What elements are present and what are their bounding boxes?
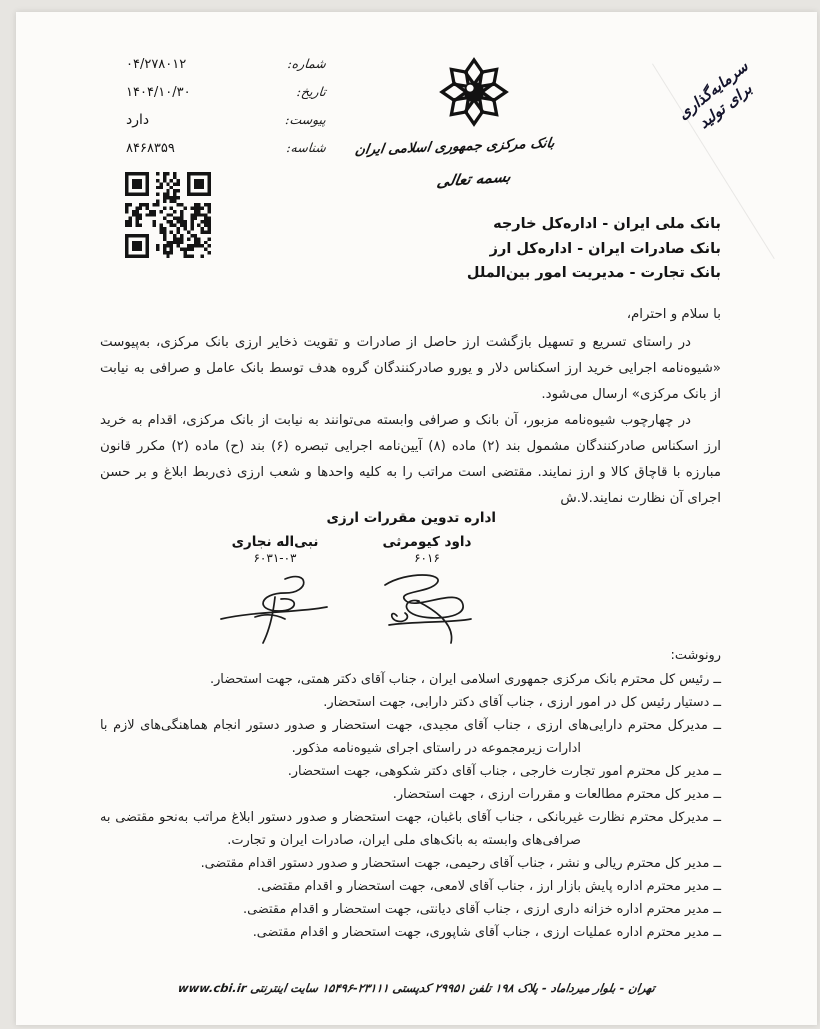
body-paragraph-2: در چهارچوب شیوه‌نامه مزبور، آن بانک و صرافی وابسته می‌توانند به نیابت از بانک مرکزی، اقدام به خرید ارز اسکناس صادرکنندگان مشمول بند (۲) ماده (۸) آیین‌نامه اجرایی تبصره (۶) بند (ح) ماده (۲) مکرر قانون مبارزه با قاچاق کالا و ارز نمایند. مقتضی است مراتب را به کلیه واحدها و شعب ارزی ذی‌ربط ابلاغ و بر حسن اجرای آن نظارت نمایند.لا.ش	[100, 413, 722, 506]
letterhead-meta	[126, 56, 326, 168]
qr-code	[120, 172, 216, 258]
year-slogan-calligraphy: سرمایه‌گذاری برای تولید	[674, 57, 756, 133]
salutation: با سلام و احترام،	[626, 307, 721, 322]
signing-department: اداره تدوین مقررات ارزی	[326, 510, 496, 526]
bank-name-calligraphy: بانک مرکزی جمهوری اسلامی ایران	[353, 135, 556, 159]
meta-value-date: ۱۴۰۴/۱۰/۳۰	[126, 85, 191, 100]
cc-title: رونوشت:	[670, 648, 721, 663]
central-bank-logo-icon	[435, 52, 513, 132]
meta-label-identifier: شناسه:	[285, 140, 327, 155]
meta-row-date	[126, 84, 326, 112]
signature-block	[206, 510, 496, 649]
cc-item: ــ مدیر کل محترم مطالعات و مقررات ارزی ، جهت استحضار.	[392, 787, 721, 802]
recipient-line: بانک صادرات ایران - اداره‌کل ارز	[489, 240, 721, 257]
footer-address: تهران - بلوار میرداماد - پلاک ۱۹۸ تلفن ۲۹۹۵۱ کدپستی ۲۳۱۱۱-۱۵۴۹۶ سایت اینترنتی www.cbi.ir	[177, 981, 656, 995]
cc-item: ــ مدیرکل محترم دارایی‌های ارزی ، جناب آقای مجیدی، جهت استحضار و صدور دستور انجام هماهنگی‌های لازم با ادارات زیرمجموعه در راستای اجرای شیوه‌نامه مذکور.	[100, 718, 721, 756]
meta-row-attachment	[126, 112, 326, 140]
meta-value-attachment: دارد	[126, 112, 150, 128]
recipient-line: بانک تجارت - مدیریت امور بین‌الملل	[466, 265, 721, 281]
cc-item: ــ دستیار رئیس کل در امور ارزی ، جناب آقای دکتر دارابی، جهت استحضار.	[323, 695, 721, 710]
recipient-line: بانک ملی ایران - اداره‌کل خارجه	[493, 216, 721, 232]
meta-label-number: شماره:	[286, 56, 327, 71]
central-bank-logo-block	[353, 52, 556, 191]
cc-item: ــ مدیر کل محترم امور تجارت خارجی ، جناب آقای دکتر شکوهی، جهت استحضار.	[287, 764, 721, 779]
meta-value-number: ۰۴/۲۷۸۰۱۲	[126, 57, 187, 72]
cc-item: ــ مدیرکل محترم نظارت غیربانکی ، جناب آقای باغبان، جهت استحضار و صدور دستور ابلاغ مراتب به‌نحو مقتضی به صرافی‌های وابسته به بانک‌های ملی ایران، صادرات ایران و تجارت.	[100, 810, 721, 848]
body-paragraph-1: در راستای تسریع و تسهیل بازگشت ارز حاصل از صادرات و تقویت ذخایر ارزی بانک مرکزی، به‌پیوست «شیوه‌نامه اجرایی خرید ارز اسکناس دلار و یورو صادرکنندگان گروه هدف توسط بانک عامل و صرافی به نیابت از بانک مرکزی» ارسال می‌شود.	[100, 335, 721, 402]
meta-value-identifier: ۸۴۶۸۳۵۹	[126, 141, 175, 156]
meta-label-date: تاریخ:	[296, 84, 327, 99]
cc-item: ــ رئیس کل محترم بانک مرکزی جمهوری اسلامی ایران ، جناب آقای دکتر همتی، جهت استحضار.	[209, 672, 721, 687]
meta-row-identifier	[126, 140, 326, 168]
cc-item: ــ مدیر محترم اداره عملیات ارزی ، جناب آقای شاپوری، جهت استحضار و اقدام مقتضی.	[252, 925, 721, 940]
meta-label-attachment: پیوست:	[284, 112, 327, 127]
cc-item: ــ مدیر محترم اداره پایش بازار ارز ، جناب آقای لامعی، جهت استحضار و اقدام مقتضی.	[257, 879, 721, 894]
cc-item: ــ مدیر محترم اداره خزانه داری ارزی ، جناب آقای دیانتی، جهت استحضار و اقدام مقتضی.	[242, 902, 721, 917]
cc-section	[100, 644, 721, 944]
signer-secondary	[206, 534, 344, 649]
cc-item: ــ مدیر کل محترم ریالی و نشر ، جناب آقای رحیمی، جهت استحضار و صدور دستور اقدام مقتضی.	[200, 856, 721, 871]
signer-primary	[358, 534, 496, 649]
letter-body	[100, 302, 721, 512]
handwritten-signature	[367, 567, 487, 645]
signer-name: نبی‌اله نجاری	[231, 534, 319, 550]
handwritten-signature	[215, 567, 335, 645]
letter-sheet	[16, 12, 817, 1025]
signer-name: داود کیومرثی	[382, 534, 472, 550]
signer-code: ۶۰۳۱-۰۳	[253, 551, 297, 565]
meta-row-number	[126, 56, 326, 84]
signer-code: ۶۰۱۶	[414, 551, 440, 565]
bismillah-calligraphy: بسمه تعالی	[435, 167, 513, 191]
signers-row	[206, 534, 496, 649]
recipient-list	[467, 212, 721, 286]
